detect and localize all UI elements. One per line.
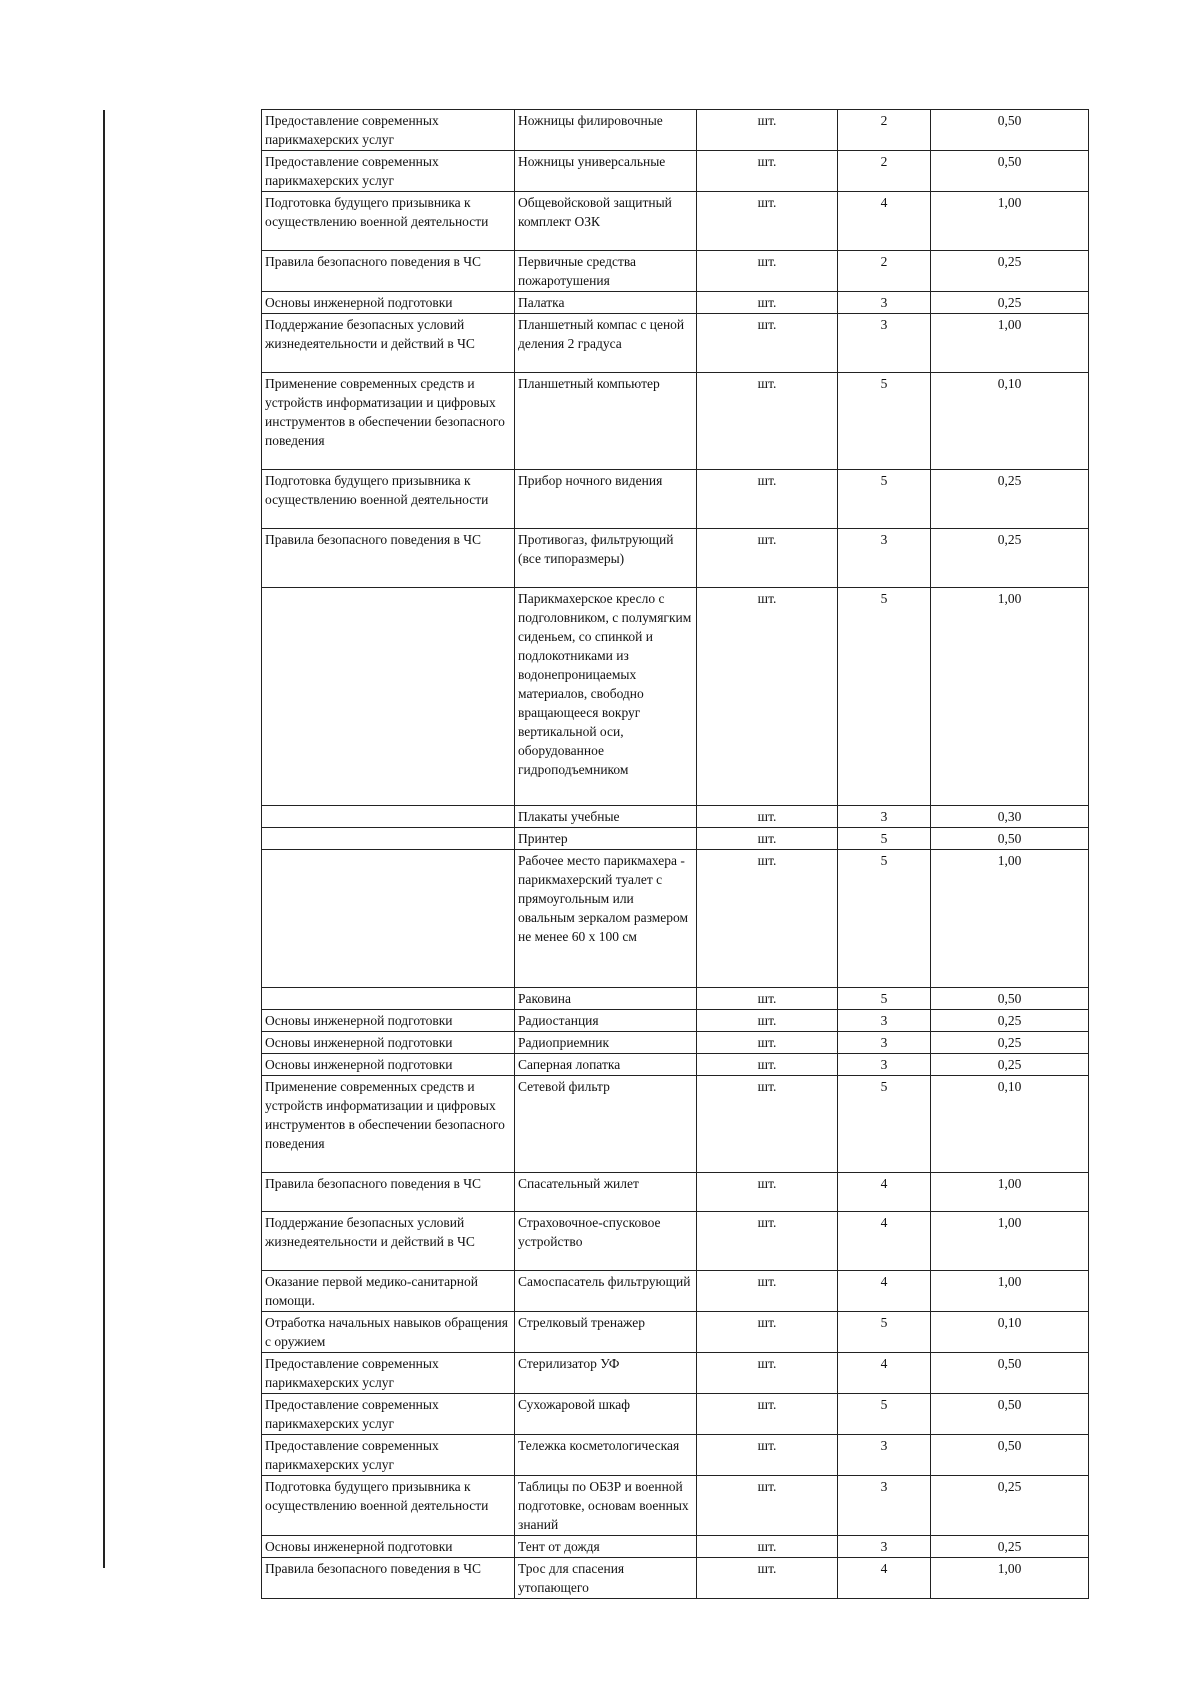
- cell-norm: 1,00: [931, 1173, 1089, 1212]
- cell-unit: шт.: [697, 1212, 838, 1271]
- cell-norm: 0,50: [931, 151, 1089, 192]
- cell-unit: шт.: [697, 110, 838, 151]
- cell-norm: 0,50: [931, 110, 1089, 151]
- cell-item: Саперная лопатка: [515, 1054, 697, 1076]
- table-row: [262, 529, 1089, 588]
- cell-qty: 3: [838, 1054, 931, 1076]
- cell-item: Стерилизатор УФ: [515, 1353, 697, 1394]
- cell-unit: шт.: [697, 850, 838, 988]
- table-row: [262, 1476, 1089, 1536]
- cell-unit: шт.: [697, 373, 838, 470]
- table-row: [262, 1076, 1089, 1173]
- cell-section: [262, 828, 515, 850]
- cell-norm: 0,25: [931, 1010, 1089, 1032]
- cell-qty: 4: [838, 1353, 931, 1394]
- table-row: [262, 850, 1089, 988]
- table-row: [262, 828, 1089, 850]
- cell-unit: шт.: [697, 1173, 838, 1212]
- cell-unit: шт.: [697, 1032, 838, 1054]
- table-row: [262, 1212, 1089, 1271]
- cell-qty: 4: [838, 192, 931, 251]
- table-row: [262, 806, 1089, 828]
- cell-qty: 3: [838, 1536, 931, 1558]
- equipment-table-body: [262, 110, 1089, 1599]
- cell-qty: 3: [838, 314, 931, 373]
- table-row: [262, 988, 1089, 1010]
- cell-section: Предоставление современных парикмахерских услуг: [262, 151, 515, 192]
- cell-unit: шт.: [697, 1353, 838, 1394]
- table-row: [262, 192, 1089, 251]
- cell-qty: 5: [838, 1076, 931, 1173]
- table-row: [262, 314, 1089, 373]
- cell-section: Поддержание безопасных условий жизнедеятельности и действий в ЧС: [262, 1212, 515, 1271]
- cell-qty: 3: [838, 292, 931, 314]
- cell-norm: 1,00: [931, 588, 1089, 806]
- table-row: [262, 1032, 1089, 1054]
- cell-qty: 3: [838, 1435, 931, 1476]
- cell-section: Основы инженерной подготовки: [262, 1536, 515, 1558]
- cell-item: Ножницы филировочные: [515, 110, 697, 151]
- cell-item: Трос для спасения утопающего: [515, 1558, 697, 1599]
- cell-section: Основы инженерной подготовки: [262, 1054, 515, 1076]
- cell-unit: шт.: [697, 1394, 838, 1435]
- cell-qty: 5: [838, 988, 931, 1010]
- cell-item: Планшетный компас с ценой деления 2 градуса: [515, 314, 697, 373]
- cell-section: Предоставление современных парикмахерских услуг: [262, 1353, 515, 1394]
- cell-unit: шт.: [697, 151, 838, 192]
- cell-qty: 4: [838, 1558, 931, 1599]
- cell-qty: 3: [838, 1010, 931, 1032]
- cell-unit: шт.: [697, 251, 838, 292]
- cell-unit: шт.: [697, 806, 838, 828]
- cell-unit: шт.: [697, 470, 838, 529]
- cell-qty: 5: [838, 1394, 931, 1435]
- table-row: [262, 1558, 1089, 1599]
- table-row: [262, 373, 1089, 470]
- cell-unit: шт.: [697, 1476, 838, 1536]
- cell-unit: шт.: [697, 1054, 838, 1076]
- cell-unit: шт.: [697, 1076, 838, 1173]
- cell-item: Раковина: [515, 988, 697, 1010]
- table-row: [262, 1353, 1089, 1394]
- cell-item: Ножницы универсальные: [515, 151, 697, 192]
- table-row: [262, 1312, 1089, 1353]
- cell-item: Стрелковый тренажер: [515, 1312, 697, 1353]
- cell-norm: 0,25: [931, 1536, 1089, 1558]
- cell-qty: 2: [838, 151, 931, 192]
- table-row: [262, 470, 1089, 529]
- cell-norm: 0,25: [931, 251, 1089, 292]
- cell-section: Отработка начальных навыков обращения с оружием: [262, 1312, 515, 1353]
- table-row: [262, 110, 1089, 151]
- table-row: [262, 1394, 1089, 1435]
- cell-section: Правила безопасного поведения в ЧС: [262, 1558, 515, 1599]
- table-row: [262, 1010, 1089, 1032]
- cell-qty: 5: [838, 470, 931, 529]
- cell-qty: 3: [838, 529, 931, 588]
- equipment-table: [261, 109, 1089, 1599]
- cell-item: Спасательный жилет: [515, 1173, 697, 1212]
- cell-norm: 0,50: [931, 1353, 1089, 1394]
- cell-norm: 1,00: [931, 1271, 1089, 1312]
- cell-section: Предоставление современных парикмахерских услуг: [262, 1394, 515, 1435]
- cell-section: Основы инженерной подготовки: [262, 1010, 515, 1032]
- table-row: [262, 292, 1089, 314]
- cell-section: [262, 850, 515, 988]
- cell-qty: 4: [838, 1212, 931, 1271]
- cell-item: Первичные средства пожаротушения: [515, 251, 697, 292]
- table-row: [262, 1054, 1089, 1076]
- cell-item: Сетевой фильтр: [515, 1076, 697, 1173]
- cell-unit: шт.: [697, 1435, 838, 1476]
- cell-section: Основы инженерной подготовки: [262, 1032, 515, 1054]
- cell-qty: 3: [838, 1476, 931, 1536]
- cell-item: Парикмахерское кресло с подголовником, с полумягким сиденьем, со спинкой и подлокотниками из водонепроницаемых материалов, свободно вращающееся вокруг вертикальной оси, оборудованное гидроподъемником: [515, 588, 697, 806]
- cell-item: Плакаты учебные: [515, 806, 697, 828]
- table-row: [262, 1536, 1089, 1558]
- cell-item: Рабочее место парикмахера - парикмахерский туалет с прямоугольным или овальным зеркалом размером не менее 60 х 100 см: [515, 850, 697, 988]
- cell-qty: 5: [838, 588, 931, 806]
- cell-section: [262, 988, 515, 1010]
- cell-section: Правила безопасного поведения в ЧС: [262, 1173, 515, 1212]
- cell-section: Правила безопасного поведения в ЧС: [262, 529, 515, 588]
- cell-section: Применение современных средств и устройств информатизации и цифровых инструментов в обеспечении безопасного поведения: [262, 1076, 515, 1173]
- cell-norm: 0,25: [931, 470, 1089, 529]
- cell-section: Подготовка будущего призывника к осуществлению военной деятельности: [262, 1476, 515, 1536]
- cell-section: [262, 588, 515, 806]
- cell-section: Применение современных средств и устройств информатизации и цифровых инструментов в обеспечении безопасного поведения: [262, 373, 515, 470]
- cell-norm: 0,25: [931, 529, 1089, 588]
- cell-norm: 1,00: [931, 192, 1089, 251]
- cell-unit: шт.: [697, 292, 838, 314]
- cell-qty: 4: [838, 1271, 931, 1312]
- cell-unit: шт.: [697, 529, 838, 588]
- cell-qty: 5: [838, 828, 931, 850]
- cell-norm: 0,50: [931, 828, 1089, 850]
- cell-item: Таблицы по ОБЗР и военной подготовке, основам военных знаний: [515, 1476, 697, 1536]
- cell-item: Принтер: [515, 828, 697, 850]
- cell-item: Прибор ночного видения: [515, 470, 697, 529]
- cell-unit: шт.: [697, 828, 838, 850]
- cell-norm: 0,25: [931, 1054, 1089, 1076]
- cell-norm: 1,00: [931, 1212, 1089, 1271]
- cell-unit: шт.: [697, 1271, 838, 1312]
- cell-section: [262, 806, 515, 828]
- cell-unit: шт.: [697, 1010, 838, 1032]
- table-row: [262, 1173, 1089, 1212]
- cell-qty: 5: [838, 850, 931, 988]
- cell-section: Подготовка будущего призывника к осуществлению военной деятельности: [262, 470, 515, 529]
- cell-qty: 2: [838, 251, 931, 292]
- cell-norm: 0,50: [931, 1394, 1089, 1435]
- cell-section: Поддержание безопасных условий жизнедеятельности и действий в ЧС: [262, 314, 515, 373]
- cell-item: Палатка: [515, 292, 697, 314]
- cell-unit: шт.: [697, 1312, 838, 1353]
- cell-section: Основы инженерной подготовки: [262, 292, 515, 314]
- cell-item: Общевойсковой защитный комплект ОЗК: [515, 192, 697, 251]
- cell-qty: 3: [838, 806, 931, 828]
- cell-norm: 0,30: [931, 806, 1089, 828]
- cell-section: Предоставление современных парикмахерских услуг: [262, 1435, 515, 1476]
- cell-unit: шт.: [697, 1536, 838, 1558]
- table-row: [262, 588, 1089, 806]
- cell-item: Страховочное-спусковое устройство: [515, 1212, 697, 1271]
- table-row: [262, 151, 1089, 192]
- cell-section: Правила безопасного поведения в ЧС: [262, 251, 515, 292]
- cell-norm: 0,25: [931, 1476, 1089, 1536]
- cell-item: Сухожаровой шкаф: [515, 1394, 697, 1435]
- cell-norm: 0,50: [931, 988, 1089, 1010]
- cell-item: Противогаз, фильтрующий (все типоразмеры): [515, 529, 697, 588]
- cell-norm: 0,25: [931, 1032, 1089, 1054]
- cell-norm: 0,25: [931, 292, 1089, 314]
- cell-qty: 3: [838, 1032, 931, 1054]
- margin-line: [103, 110, 105, 1568]
- cell-qty: 5: [838, 1312, 931, 1353]
- cell-unit: шт.: [697, 1558, 838, 1599]
- cell-unit: шт.: [697, 314, 838, 373]
- cell-qty: 5: [838, 373, 931, 470]
- cell-norm: 1,00: [931, 850, 1089, 988]
- cell-qty: 4: [838, 1173, 931, 1212]
- cell-section: Оказание первой медико-санитарной помощи.: [262, 1271, 515, 1312]
- cell-norm: 1,00: [931, 1558, 1089, 1599]
- cell-norm: 0,10: [931, 1312, 1089, 1353]
- cell-item: Тент от дождя: [515, 1536, 697, 1558]
- cell-norm: 0,10: [931, 1076, 1089, 1173]
- cell-item: Самоспасатель фильтрующий: [515, 1271, 697, 1312]
- cell-norm: 0,10: [931, 373, 1089, 470]
- cell-item: Тележка косметологическая: [515, 1435, 697, 1476]
- table-row: [262, 251, 1089, 292]
- cell-norm: 0,50: [931, 1435, 1089, 1476]
- cell-item: Радиостанция: [515, 1010, 697, 1032]
- table-row: [262, 1435, 1089, 1476]
- cell-qty: 2: [838, 110, 931, 151]
- cell-item: Радиоприемник: [515, 1032, 697, 1054]
- cell-unit: шт.: [697, 988, 838, 1010]
- cell-section: Подготовка будущего призывника к осуществлению военной деятельности: [262, 192, 515, 251]
- cell-unit: шт.: [697, 192, 838, 251]
- table-row: [262, 1271, 1089, 1312]
- cell-section: Предоставление современных парикмахерских услуг: [262, 110, 515, 151]
- cell-item: Планшетный компьютер: [515, 373, 697, 470]
- cell-norm: 1,00: [931, 314, 1089, 373]
- cell-unit: шт.: [697, 588, 838, 806]
